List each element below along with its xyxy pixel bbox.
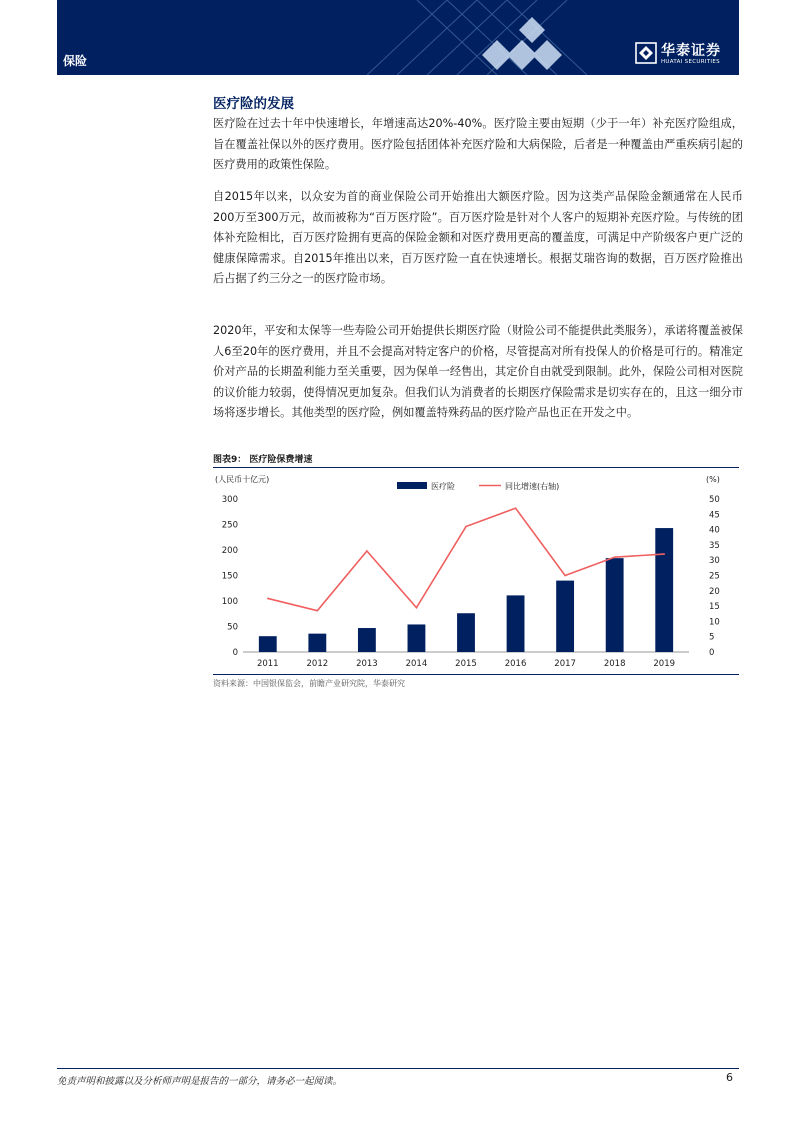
- y2-tick-label: 25: [709, 571, 720, 582]
- y2-tick-label: 10: [709, 617, 720, 628]
- bar: [259, 636, 277, 652]
- bar: [308, 634, 326, 652]
- growth-rate-point: [366, 550, 368, 552]
- page-header: [57, 0, 739, 75]
- logo-name-en: HUATAI SECURITIES: [661, 59, 720, 65]
- x-tick-label: 2019: [653, 659, 676, 669]
- footer-disclaimer: 免责声明和披露以及分析师声明是报告的一部分，请务必一起阅读。: [57, 1076, 343, 1087]
- paragraph-1: 医疗险在过去十年中快速增长，年增速高达20%-40%。医疗险主要由短期（少于一年）补充医疗险组成，旨在覆盖社保以外的医疗费用。医疗险包括团体补充医疗险和大病保险，后者是一种覆盖由严重疾病引起的医疗费用的政策性保险。: [213, 117, 743, 171]
- y-tick-label: 100: [221, 597, 238, 607]
- y2-tick-label: 50: [709, 495, 720, 505]
- figure-top-rule: [213, 467, 739, 468]
- y2-tick-label: 0: [709, 648, 715, 658]
- growth-rate-point: [465, 526, 467, 528]
- y-tick-label: 300: [221, 495, 238, 505]
- growth-rate-point: [663, 553, 665, 555]
- bar: [457, 613, 475, 652]
- y2-tick-label: 30: [709, 556, 720, 567]
- figure-title: 图表9： 医疗险保费增速: [213, 455, 313, 465]
- growth-rate-point: [614, 556, 616, 558]
- growth-rate-point: [564, 575, 566, 577]
- y2-tick-label: 5: [709, 632, 715, 643]
- huatai-logo: [635, 40, 731, 70]
- x-tick-label: 2017: [554, 659, 576, 669]
- y-tick-label: 0: [232, 648, 238, 658]
- x-tick-label: 2014: [405, 659, 428, 669]
- y2-tick-label: 20: [709, 586, 720, 597]
- y2-tick-label: 15: [709, 602, 720, 613]
- y-tick-label: 50: [227, 622, 238, 633]
- bar: [408, 624, 426, 652]
- paragraph-3: 2020年，平安和太保等一些寿险公司开始提供长期医疗险（财险公司不能提供此类服务），承诺将覆盖被保人6至20年的医疗费用，并且不会提高对特定客户的价格，尽管提高对所有投保人的价格是可行的。精准定价对产品的长期盈利能力至关重要，因为保单一经售出，其定价自由就受到限制。此外，保险公司相对医院的议价能力较弱，使得情况更加复杂。但我们认为消费者的长期医疗保险需求是切实存在的，且这一细分市场将逐步增长。其他类型的医疗险，例如覆盖特殊药品的医疗险产品也正在开发之中。: [213, 324, 743, 419]
- page-number: 6: [726, 1071, 733, 1084]
- y2-tick-label: 45: [709, 510, 720, 521]
- growth-rate-point: [267, 598, 269, 600]
- x-tick-label: 2012: [306, 659, 329, 669]
- bar: [358, 628, 376, 652]
- y-axis-label: (人民币十亿元): [215, 475, 270, 484]
- bar: [655, 528, 673, 652]
- paragraph-2: 自2015年以来，以众安为首的商业保险公司开始推出大额医疗险。因为这类产品保险金额通常在人民币200万至300万元，故而被称为“百万医疗险”。百万医疗险是针对个人客户的短期补充医疗险。与传统的团体补充险相比，百万医疗险拥有更高的保险金额和对医疗费用更高的覆盖度，可满足中产阶级客户更广泛的健康保障需求。自2015年推出以来，百万医疗险一直在快速增长。根据艾瑞咨询的数据，百万医疗险推出后占据了约三分之一的医疗险市场。: [213, 190, 743, 285]
- legend-line-label: 同比增速(右轴): [505, 482, 560, 491]
- y2-axis-label: (%): [706, 475, 720, 484]
- figure-bottom-rule: [213, 674, 739, 675]
- bar: [507, 595, 525, 652]
- y-tick-label: 250: [221, 520, 238, 531]
- x-tick-label: 2015: [455, 659, 477, 669]
- section-heading: 医疗险的发展: [213, 96, 294, 112]
- x-tick-label: 2011: [256, 659, 279, 669]
- footer-rule: [57, 1068, 739, 1069]
- growth-rate-point: [416, 607, 418, 609]
- bar: [606, 558, 624, 652]
- x-tick-label: 2016: [504, 659, 527, 669]
- section-tag: 保险: [63, 54, 88, 68]
- logo-mark-icon: [635, 42, 657, 64]
- legend-bar-swatch: [397, 482, 427, 489]
- y2-tick-label: 40: [709, 525, 720, 536]
- figure-source: 资料来源：中国银保监会，前瞻产业研究院，华泰研究: [213, 679, 405, 688]
- premium-growth-chart: [213, 469, 739, 674]
- x-tick-label: 2018: [603, 659, 626, 669]
- y2-tick-label: 35: [709, 540, 720, 551]
- x-tick-label: 2013: [356, 659, 378, 669]
- y-tick-label: 200: [221, 546, 238, 556]
- growth-rate-line: [268, 508, 664, 611]
- growth-rate-point: [317, 610, 319, 612]
- legend-bar-label: 医疗险: [431, 482, 455, 491]
- y-tick-label: 150: [221, 571, 238, 582]
- bar: [556, 581, 574, 652]
- growth-rate-point: [515, 507, 517, 509]
- header-decoration: [357, 0, 617, 75]
- logo-name-cn: 华泰证券: [661, 43, 721, 59]
